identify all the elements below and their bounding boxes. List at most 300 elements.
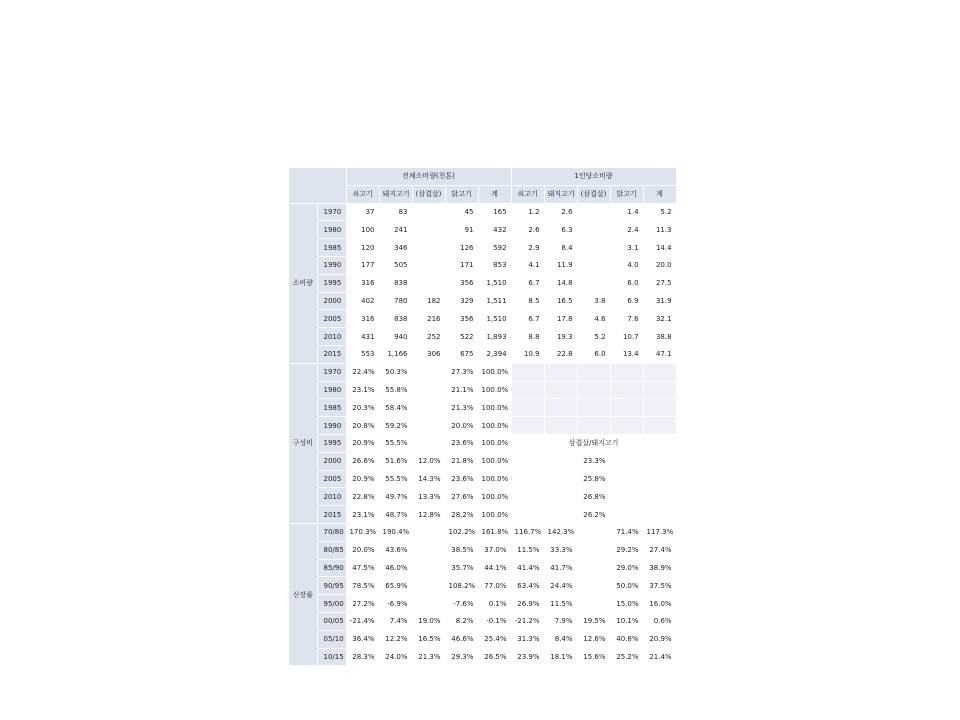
table-row [289,612,676,630]
table-cell: 6.7 [511,310,544,328]
table-cell: 853 [478,256,511,274]
table-row [289,648,676,666]
table-cell: 26.8% [577,488,610,506]
row-year: 1995 [317,434,346,452]
table-cell: 0.6% [643,612,676,630]
table-cell: 26.9% [511,595,544,613]
table-cell: 26.6% [346,452,379,470]
table-cell: 25.8% [577,470,610,488]
table-cell [412,399,445,417]
table-cell: 10.7 [610,328,643,346]
table-cell [412,363,445,381]
table-cell: 45 [445,203,478,221]
table-row [289,488,676,506]
table-cell [577,256,610,274]
table-cell: 8.2% [445,612,478,630]
table-cell: 44.1% [478,559,511,577]
table-cell: 216 [412,310,445,328]
table-cell: 1.4 [610,203,643,221]
table-cell: 19.3 [544,328,577,346]
table-cell: 27.6% [445,488,478,506]
table-cell: 505 [379,256,412,274]
table-cell: 100.0% [478,506,511,524]
table-cell: 346 [379,239,412,257]
table-row [289,381,676,399]
table-cell [412,434,445,452]
header-total-title: 전체소비량(천톤) [346,168,511,185]
row-year: 2000 [317,292,346,310]
table-cell [577,239,610,257]
table-cell: 170.3% [346,523,379,541]
table-cell [610,417,643,435]
table-cell: 190.4% [379,523,412,541]
table-cell: 77.0% [478,577,511,595]
row-year: 1980 [317,221,346,239]
table-cell: 37.0% [478,541,511,559]
table-row [289,523,676,541]
table-cell: 20.0% [346,541,379,559]
row-year: 85/90 [317,559,346,577]
row-year: 2005 [317,310,346,328]
table-cell [511,399,544,417]
table-cell [412,577,445,595]
table-cell: 6.7 [511,274,544,292]
table-cell: 21.8% [445,452,478,470]
table-cell [577,203,610,221]
table-cell: 27.2% [346,595,379,613]
column-header: 쇠고기 [346,185,379,203]
table-cell: 116.7% [511,523,544,541]
table-cell: 40.8% [610,630,643,648]
table-cell [544,381,577,399]
table-cell: 13.3% [412,488,445,506]
table-cell: 7.4% [379,612,412,630]
table-cell: 356 [445,274,478,292]
table-cell: 6.0 [610,274,643,292]
table-cell [577,399,610,417]
table-cell [511,363,544,381]
table-row [289,541,676,559]
table-cell [610,488,643,506]
table-cell: 18.1% [544,648,577,666]
table-cell: 49.7% [379,488,412,506]
table-cell: 3.8 [577,292,610,310]
table-cell [643,506,676,524]
table-row [289,310,676,328]
table-cell: 5.2 [643,203,676,221]
table-cell: 24.4% [544,577,577,595]
table-cell [643,488,676,506]
table-cell: 50.3% [379,363,412,381]
row-year: 70/80 [317,523,346,541]
table-cell: 38.9% [643,559,676,577]
table-cell: 356 [445,310,478,328]
table-cell: 20.0 [643,256,676,274]
table-cell: 3.1 [610,239,643,257]
table-cell: 2.9 [511,239,544,257]
table-cell [577,595,610,613]
table-cell: 25.4% [478,630,511,648]
table-cell: -7.6% [445,595,478,613]
table-cell [544,452,577,470]
table-cell: 1,166 [379,345,412,363]
table-cell [577,417,610,435]
row-year: 1990 [317,256,346,274]
table-row [289,434,676,452]
table-cell [544,363,577,381]
table-cell: 83 [379,203,412,221]
table-cell: 2,394 [478,345,511,363]
row-year: 00/05 [317,612,346,630]
table-cell: 28.2% [445,506,478,524]
header-row-columns [289,185,676,203]
table-cell: 21.4% [643,648,676,666]
table-cell [643,470,676,488]
table-cell: 1,893 [478,328,511,346]
table-cell: 1,511 [478,292,511,310]
table-row [289,399,676,417]
column-header: 계 [643,185,676,203]
table-cell: 51.6% [379,452,412,470]
table-cell [577,523,610,541]
table-cell: -6.9% [379,595,412,613]
table-cell: 432 [478,221,511,239]
table-cell [544,470,577,488]
table-cell: 11.5% [511,541,544,559]
row-year: 95/00 [317,595,346,613]
table-cell: 16.0% [643,595,676,613]
table-cell [577,221,610,239]
table-cell: 65.9% [379,577,412,595]
table-cell: 29.2% [610,541,643,559]
table-cell: 8.5 [511,292,544,310]
table-cell: 100.0% [478,488,511,506]
table-cell [511,488,544,506]
table-cell: 36.4% [346,630,379,648]
table-cell [643,399,676,417]
table-cell: 5.2 [577,328,610,346]
table-cell: 46.6% [445,630,478,648]
table-cell: 37.5% [643,577,676,595]
table-cell: 1,510 [478,310,511,328]
meat-consumption-table [289,168,677,666]
column-header: 계 [478,185,511,203]
table-cell [511,470,544,488]
table-cell: 55.5% [379,470,412,488]
table-cell: 20.0% [445,417,478,435]
table-cell: 100.0% [478,434,511,452]
table-cell [511,381,544,399]
column-header: 닭고기 [445,185,478,203]
section-label: 구성비 [289,363,317,523]
table-cell [412,559,445,577]
table-cell: 10.9 [511,345,544,363]
table-cell [544,488,577,506]
table-cell: 63.4% [511,577,544,595]
row-year: 90/95 [317,577,346,595]
table-cell [643,381,676,399]
row-year: 2015 [317,506,346,524]
table-cell: 43.6% [379,541,412,559]
table-row [289,328,676,346]
table-cell: 4.1 [511,256,544,274]
table-cell: 120 [346,239,379,257]
table-cell: 100.0% [478,417,511,435]
table-cell [412,523,445,541]
table-cell: 41.7% [544,559,577,577]
table-cell: 20.9% [346,470,379,488]
table-cell: 37 [346,203,379,221]
table-cell: 592 [478,239,511,257]
row-year: 2005 [317,470,346,488]
table-cell: 165 [478,203,511,221]
table-cell [610,470,643,488]
section-label: 신장률 [289,523,317,665]
table-cell [610,381,643,399]
table-row [289,577,676,595]
table-cell: 47.1 [643,345,676,363]
table-cell: 7.6 [610,310,643,328]
table-cell: 23.9% [511,648,544,666]
table-cell: 27.4% [643,541,676,559]
table-cell: 22.8 [544,345,577,363]
table-cell: 78.5% [346,577,379,595]
table-cell [577,381,610,399]
row-year: 1995 [317,274,346,292]
table-cell: 38.5% [445,541,478,559]
table-row [289,595,676,613]
table-cell: 100.0% [478,381,511,399]
table-cell: 11.3 [643,221,676,239]
table-cell: 8.4% [544,630,577,648]
table-cell: 91 [445,221,478,239]
table-cell: 48.7% [379,506,412,524]
table-cell: 838 [379,274,412,292]
table-row [289,363,676,381]
row-year: 2010 [317,488,346,506]
table-cell: 10.1% [610,612,643,630]
table-cell: 31.9 [643,292,676,310]
table-cell: 306 [412,345,445,363]
table-row [289,274,676,292]
table-cell: 126 [445,239,478,257]
table-cell: 19.5% [577,612,610,630]
table-cell: 12.2% [379,630,412,648]
table-cell [544,417,577,435]
table-cell: 12.0% [412,452,445,470]
table-cell: 20.9% [643,630,676,648]
row-year: 1990 [317,417,346,435]
table-cell: 55.5% [379,434,412,452]
table-cell: 161.8% [478,523,511,541]
table-cell: 29.3% [445,648,478,666]
table-cell [643,363,676,381]
row-year: 1970 [317,363,346,381]
column-header: 돼지고기 [544,185,577,203]
table-cell: 20.8% [346,417,379,435]
table-cell: 24.0% [379,648,412,666]
column-header: (삼겹살) [412,185,445,203]
column-header: 돼지고기 [379,185,412,203]
table-cell: 7.9% [544,612,577,630]
table-row [289,470,676,488]
table-cell: 23.6% [445,434,478,452]
row-year: 1980 [317,381,346,399]
table-cell: 522 [445,328,478,346]
table-cell: 16.5 [544,292,577,310]
table-cell [511,506,544,524]
table-cell [610,452,643,470]
table-cell: 6.9 [610,292,643,310]
table-cell: 8.4 [544,239,577,257]
table-cell: 16.5% [412,630,445,648]
row-year: 1985 [317,399,346,417]
table-row [289,221,676,239]
header-corner [289,168,346,203]
table-cell: 29.0% [610,559,643,577]
row-year: 2000 [317,452,346,470]
table-cell [577,559,610,577]
table-cell: -21.2% [511,612,544,630]
ratio-note: 삼겹살/돼지고기 [511,434,676,452]
table-cell [577,541,610,559]
table-cell: 15.6% [577,648,610,666]
table-row [289,559,676,577]
table-cell: -21.4% [346,612,379,630]
table-cell [412,595,445,613]
row-year: 1985 [317,239,346,257]
table-cell: 25.2% [610,648,643,666]
row-year: 80/85 [317,541,346,559]
column-header: 쇠고기 [511,185,544,203]
table-cell [412,203,445,221]
row-year: 1970 [317,203,346,221]
table-cell [412,381,445,399]
table-cell: 2.6 [544,203,577,221]
table-cell: 14.4 [643,239,676,257]
section-label: 소비량 [289,203,317,363]
table-cell [643,452,676,470]
table-cell: 1,510 [478,274,511,292]
header-per-capita-title: 1인당소비량 [511,168,676,185]
table-cell: 27.5 [643,274,676,292]
row-year: 2010 [317,328,346,346]
table-cell [610,363,643,381]
table-cell: 21.3% [445,399,478,417]
table-cell: 2.6 [511,221,544,239]
table-cell: 11.9 [544,256,577,274]
table-cell [610,506,643,524]
table-cell [544,399,577,417]
table-cell: 26.5% [478,648,511,666]
table-cell: 22.8% [346,488,379,506]
table-cell: 26.2% [577,506,610,524]
table-cell: 100 [346,221,379,239]
table-cell: 20.3% [346,399,379,417]
table-row [289,239,676,257]
table-cell: 23.1% [346,381,379,399]
table-cell [412,541,445,559]
table-row [289,452,676,470]
table-cell: 23.3% [577,452,610,470]
table-cell [577,274,610,292]
table-cell: 14.3% [412,470,445,488]
table-cell: 252 [412,328,445,346]
table-cell: 108.2% [445,577,478,595]
table-row [289,630,676,648]
table-cell: 14.8 [544,274,577,292]
table-cell: 31.3% [511,630,544,648]
table-cell [412,274,445,292]
table-cell: 21.1% [445,381,478,399]
table-cell [577,363,610,381]
table-cell: 71.4% [610,523,643,541]
table-cell [577,577,610,595]
table-cell: 182 [412,292,445,310]
table-row [289,345,676,363]
table-cell: 27.3% [445,363,478,381]
table-cell: 28.3% [346,648,379,666]
table-cell: 41.4% [511,559,544,577]
table-cell [412,256,445,274]
table-cell: 17.8 [544,310,577,328]
table-cell: 100.0% [478,470,511,488]
table-cell: 11.5% [544,595,577,613]
table-cell: 4.6 [577,310,610,328]
table-cell: 12.8% [412,506,445,524]
table-cell: 47.5% [346,559,379,577]
table-row [289,256,676,274]
table-cell [412,221,445,239]
table-cell: 32.1 [643,310,676,328]
table-cell: 19.0% [412,612,445,630]
table-cell: 23.1% [346,506,379,524]
table-cell: 100.0% [478,399,511,417]
table-row [289,203,676,221]
table-cell [610,399,643,417]
table-cell: 675 [445,345,478,363]
table-cell: 21.3% [412,648,445,666]
table-row [289,417,676,435]
table-cell: 838 [379,310,412,328]
header-row-groups [289,168,676,185]
table-cell [643,417,676,435]
table-cell: 780 [379,292,412,310]
table-cell [412,239,445,257]
table-cell: 4.0 [610,256,643,274]
table-cell: 50.0% [610,577,643,595]
row-year: 2015 [317,345,346,363]
table-cell: 2.4 [610,221,643,239]
table-cell: 23.6% [445,470,478,488]
table-cell: 20.9% [346,434,379,452]
table-cell [511,417,544,435]
table-cell: 940 [379,328,412,346]
table-cell [511,452,544,470]
table-cell: 46.0% [379,559,412,577]
table-cell: 58.4% [379,399,412,417]
table-cell: 12.6% [577,630,610,648]
table-row [289,506,676,524]
table-cell: 241 [379,221,412,239]
table-cell: 553 [346,345,379,363]
table-cell: 55.8% [379,381,412,399]
table-cell: 102.2% [445,523,478,541]
table-cell: 22.4% [346,363,379,381]
table-cell: 59.2% [379,417,412,435]
table-cell: 431 [346,328,379,346]
table-cell: 329 [445,292,478,310]
